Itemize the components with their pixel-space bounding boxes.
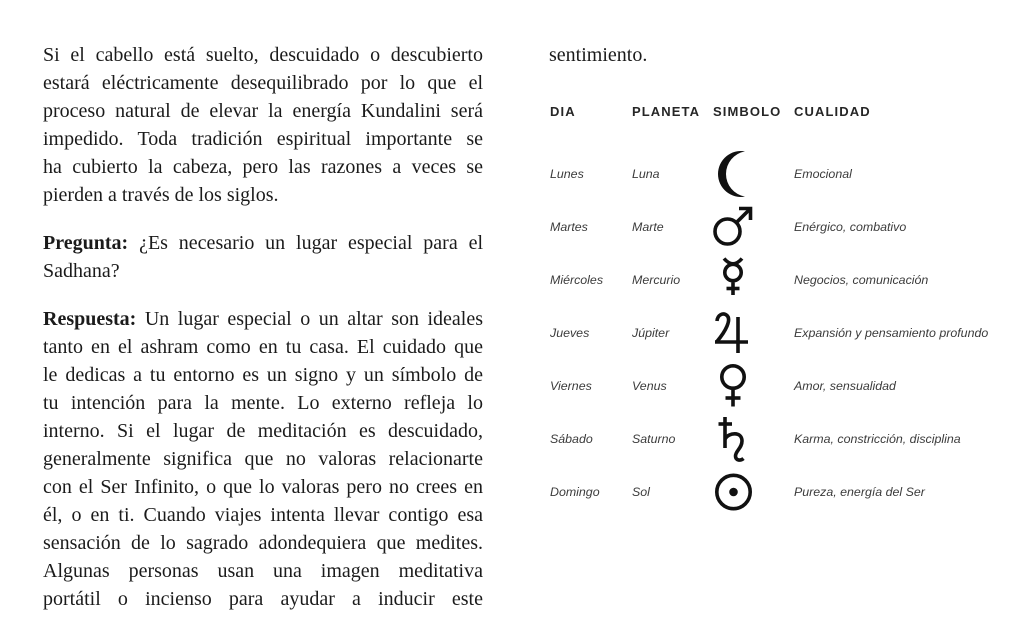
- sun-dot-shape: [729, 487, 738, 496]
- symbol-cell: [712, 203, 793, 251]
- planet-cell: Venus: [632, 378, 667, 393]
- symbol-cell: [712, 362, 793, 410]
- moon-crescent-shape: [718, 151, 745, 197]
- text-line: [43, 229, 483, 257]
- text-line: Si el cabello está suelto, descuidado o descubierto: [43, 44, 483, 66]
- planet-cell: Saturno: [632, 431, 676, 446]
- day-cell: Lunes: [550, 166, 584, 181]
- moon-symbol-icon: [712, 150, 756, 198]
- question-label: Pregunta:: [43, 232, 129, 254]
- quality-cell: Emocional: [794, 166, 852, 181]
- text-line: portátil o incienso para ayudar a inducir este: [43, 588, 483, 610]
- answer-label: Respuesta:: [43, 308, 137, 330]
- quality-cell: Pureza, energía del Ser: [794, 484, 925, 499]
- table-row: [549, 412, 989, 465]
- venus-circle-shape: [722, 365, 744, 387]
- symbol-cell: [712, 468, 793, 516]
- paragraph-question: [43, 229, 483, 285]
- text-line: él, o en ti. Cuando viajes intenta llevar contigo esa: [43, 504, 483, 526]
- column-header-quality: CUALIDAD: [794, 104, 871, 119]
- day-cell: Jueves: [550, 325, 590, 340]
- saturn-tail-shape: [725, 433, 744, 459]
- paragraph-intro: [43, 41, 483, 209]
- column-header-day: DIA: [550, 104, 576, 119]
- jupiter-curve-shape: [717, 314, 729, 342]
- table-row: [549, 359, 989, 412]
- text-line: tanto en el ashram como en tu casa. El cuidado que: [43, 336, 483, 358]
- quality-cell: Enérgico, combativo: [794, 219, 907, 234]
- text-line: generalmente significa que no valoras relacionarte: [43, 448, 483, 470]
- mars-arrow-shaft: [736, 209, 750, 223]
- right-column: [549, 41, 989, 531]
- planet-table: [549, 147, 989, 518]
- quality-cell: Expansión y pensamiento profundo: [794, 325, 989, 340]
- text-line: pierden a través de los siglos.: [43, 184, 279, 206]
- day-cell: Sábado: [550, 431, 593, 446]
- day-cell: Domingo: [550, 484, 600, 499]
- quality-cell: Amor, sensualidad: [794, 378, 896, 393]
- planet-cell: Mercurio: [632, 272, 681, 287]
- column-header-symbol: SIMBOLO: [713, 104, 782, 119]
- symbol-cell: [712, 309, 793, 357]
- table-row: [549, 253, 989, 306]
- symbol-cell: [712, 256, 793, 304]
- continuation-text: sentimiento.: [549, 44, 648, 66]
- table-row: [549, 306, 989, 359]
- text-line: estará eléctricamente desequilibrado por lo que el: [43, 72, 483, 94]
- text-line: ha cubierto la cabeza, pero las razones a veces se: [43, 156, 483, 178]
- table-row: [549, 147, 989, 200]
- paragraph-answer: [43, 305, 483, 613]
- table-row: [549, 200, 989, 253]
- table-row: [549, 465, 989, 518]
- text-line: tu intención para la mente. Lo externo refleja lo: [43, 392, 483, 414]
- planet-cell: Luna: [632, 166, 660, 181]
- planet-cell: Marte: [632, 219, 664, 234]
- text-line: con el Ser Infinito, o que lo valoras pero no crees en: [43, 476, 483, 498]
- left-column: [43, 41, 483, 613]
- mars-circle-shape: [715, 219, 740, 244]
- jupiter-symbol-icon: [712, 309, 756, 357]
- text-line: impedido. Toda tradición espiritual importante se: [43, 128, 483, 150]
- day-cell: Martes: [550, 219, 588, 234]
- text-line: sensación de lo sagrado adondequiera que medites.: [43, 532, 483, 554]
- quality-cell: Negocios, comunicación: [794, 272, 929, 287]
- text-line: le dedicas a tu entorno es un signo y un símbolo de: [43, 364, 483, 386]
- symbol-cell: [712, 415, 793, 463]
- planet-table-header: [549, 100, 989, 124]
- mercury-symbol-icon: [712, 256, 756, 304]
- text-line: [43, 305, 483, 333]
- text-line-content: Un lugar especial o un altar son ideales: [144, 308, 483, 330]
- text-line-content: ¿Es necesario un lugar especial para el: [139, 232, 484, 254]
- day-cell: Viernes: [550, 378, 592, 393]
- planet-cell: Sol: [632, 484, 650, 499]
- planet-cell: Júpiter: [632, 325, 670, 340]
- text-line: Sadhana?: [43, 260, 120, 282]
- day-cell: Miércoles: [550, 272, 604, 287]
- mercury-circle-shape: [725, 264, 741, 280]
- column-header-planet: PLANETA: [632, 104, 701, 119]
- symbol-cell: [712, 150, 793, 198]
- quality-cell: Karma, constricción, disciplina: [794, 431, 961, 446]
- sun-symbol-icon: [712, 468, 756, 516]
- text-line: proceso natural de elevar la energía Kundalini será: [43, 100, 483, 122]
- mars-symbol-icon: [712, 203, 756, 251]
- saturn-symbol-icon: [712, 415, 756, 463]
- venus-symbol-icon: [712, 362, 756, 410]
- text-line: interno. Si el lugar de meditación es descuidado,: [43, 420, 483, 442]
- text-line: Algunas personas usan una imagen meditativa: [43, 560, 483, 582]
